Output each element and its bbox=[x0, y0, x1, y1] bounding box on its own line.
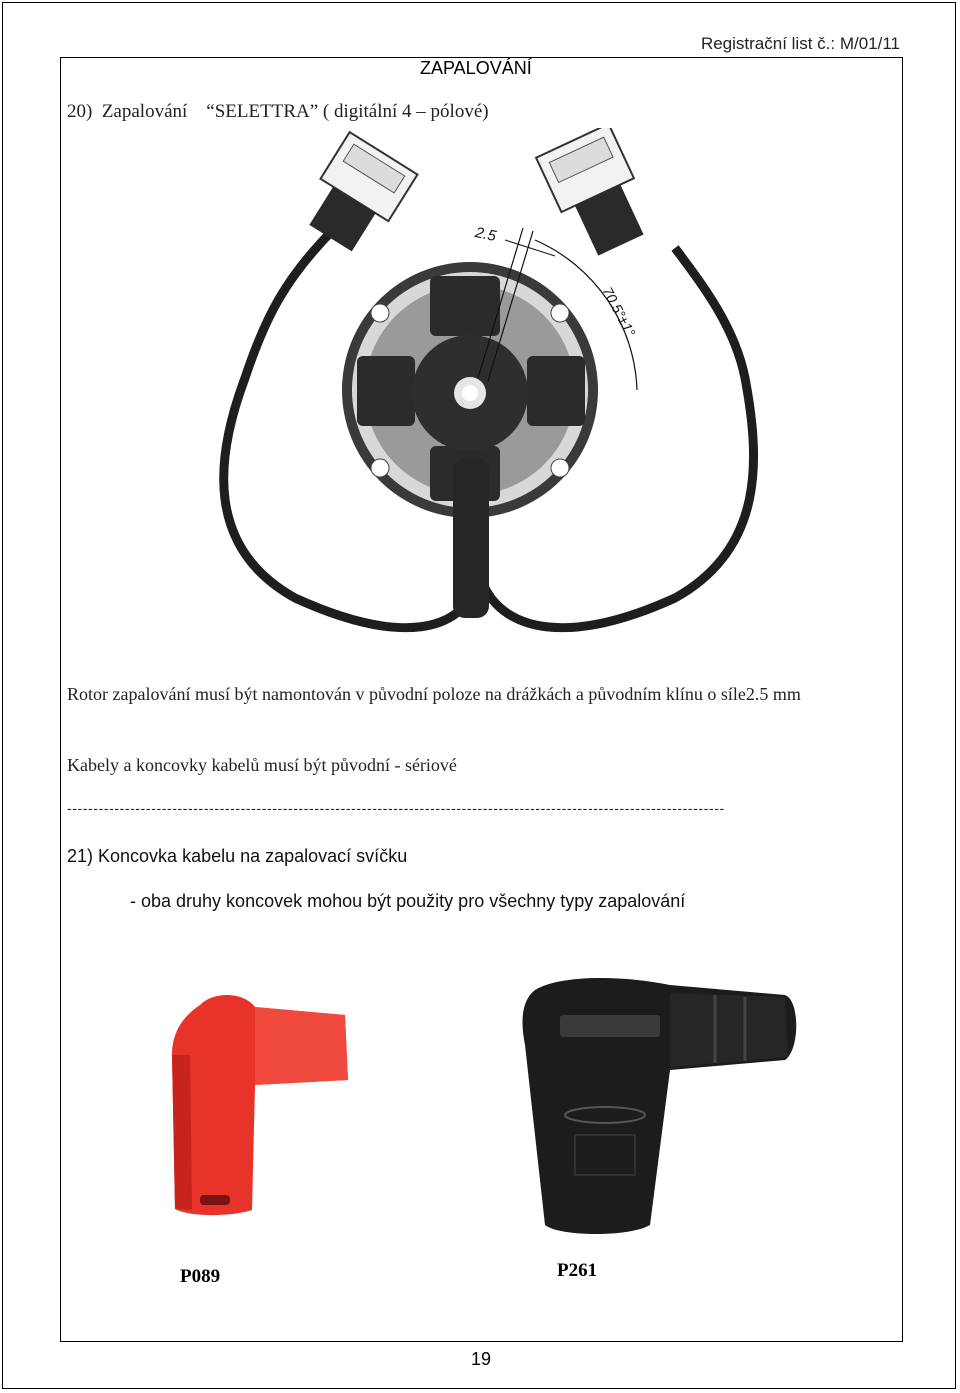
part-label-p261: P261 bbox=[557, 1260, 598, 1281]
ignition-stator-image bbox=[205, 128, 765, 668]
part-label-p089: P089 bbox=[180, 1266, 221, 1287]
section-20-heading: 20) Zapalování “SELETTRA” ( digitální 4 – pólové) bbox=[67, 101, 489, 122]
section-separator: ----------------------------------------------------------------------------------------------------------------------------- bbox=[67, 800, 725, 816]
rotor-mounting-text: Rotor zapalování musí být namontován v původní poloze na drážkách a původním klínu o síle2.5 mm bbox=[67, 684, 801, 704]
spark-plug-cap-p089-image bbox=[160, 985, 360, 1220]
dimension-angle: 70.5°±1° bbox=[599, 284, 639, 340]
section-21-heading: 21) Koncovka kabelu na zapalovací svíčku bbox=[67, 846, 408, 866]
cable-requirement-text: Kabely a koncovky kabelů musí být původní - sériové bbox=[67, 755, 457, 775]
section-21-note: - oba druhy koncovek mohou být použity pro všechny typy zapalování bbox=[130, 891, 686, 911]
dimension-width: 2.5 bbox=[473, 224, 498, 246]
page-title: ZAPALOVÁNÍ bbox=[420, 58, 532, 78]
page-number: 19 bbox=[471, 1349, 492, 1369]
registration-number: Registrační list č.: M/01/11 bbox=[700, 34, 900, 53]
spark-plug-cap-p261-image bbox=[500, 975, 810, 1245]
